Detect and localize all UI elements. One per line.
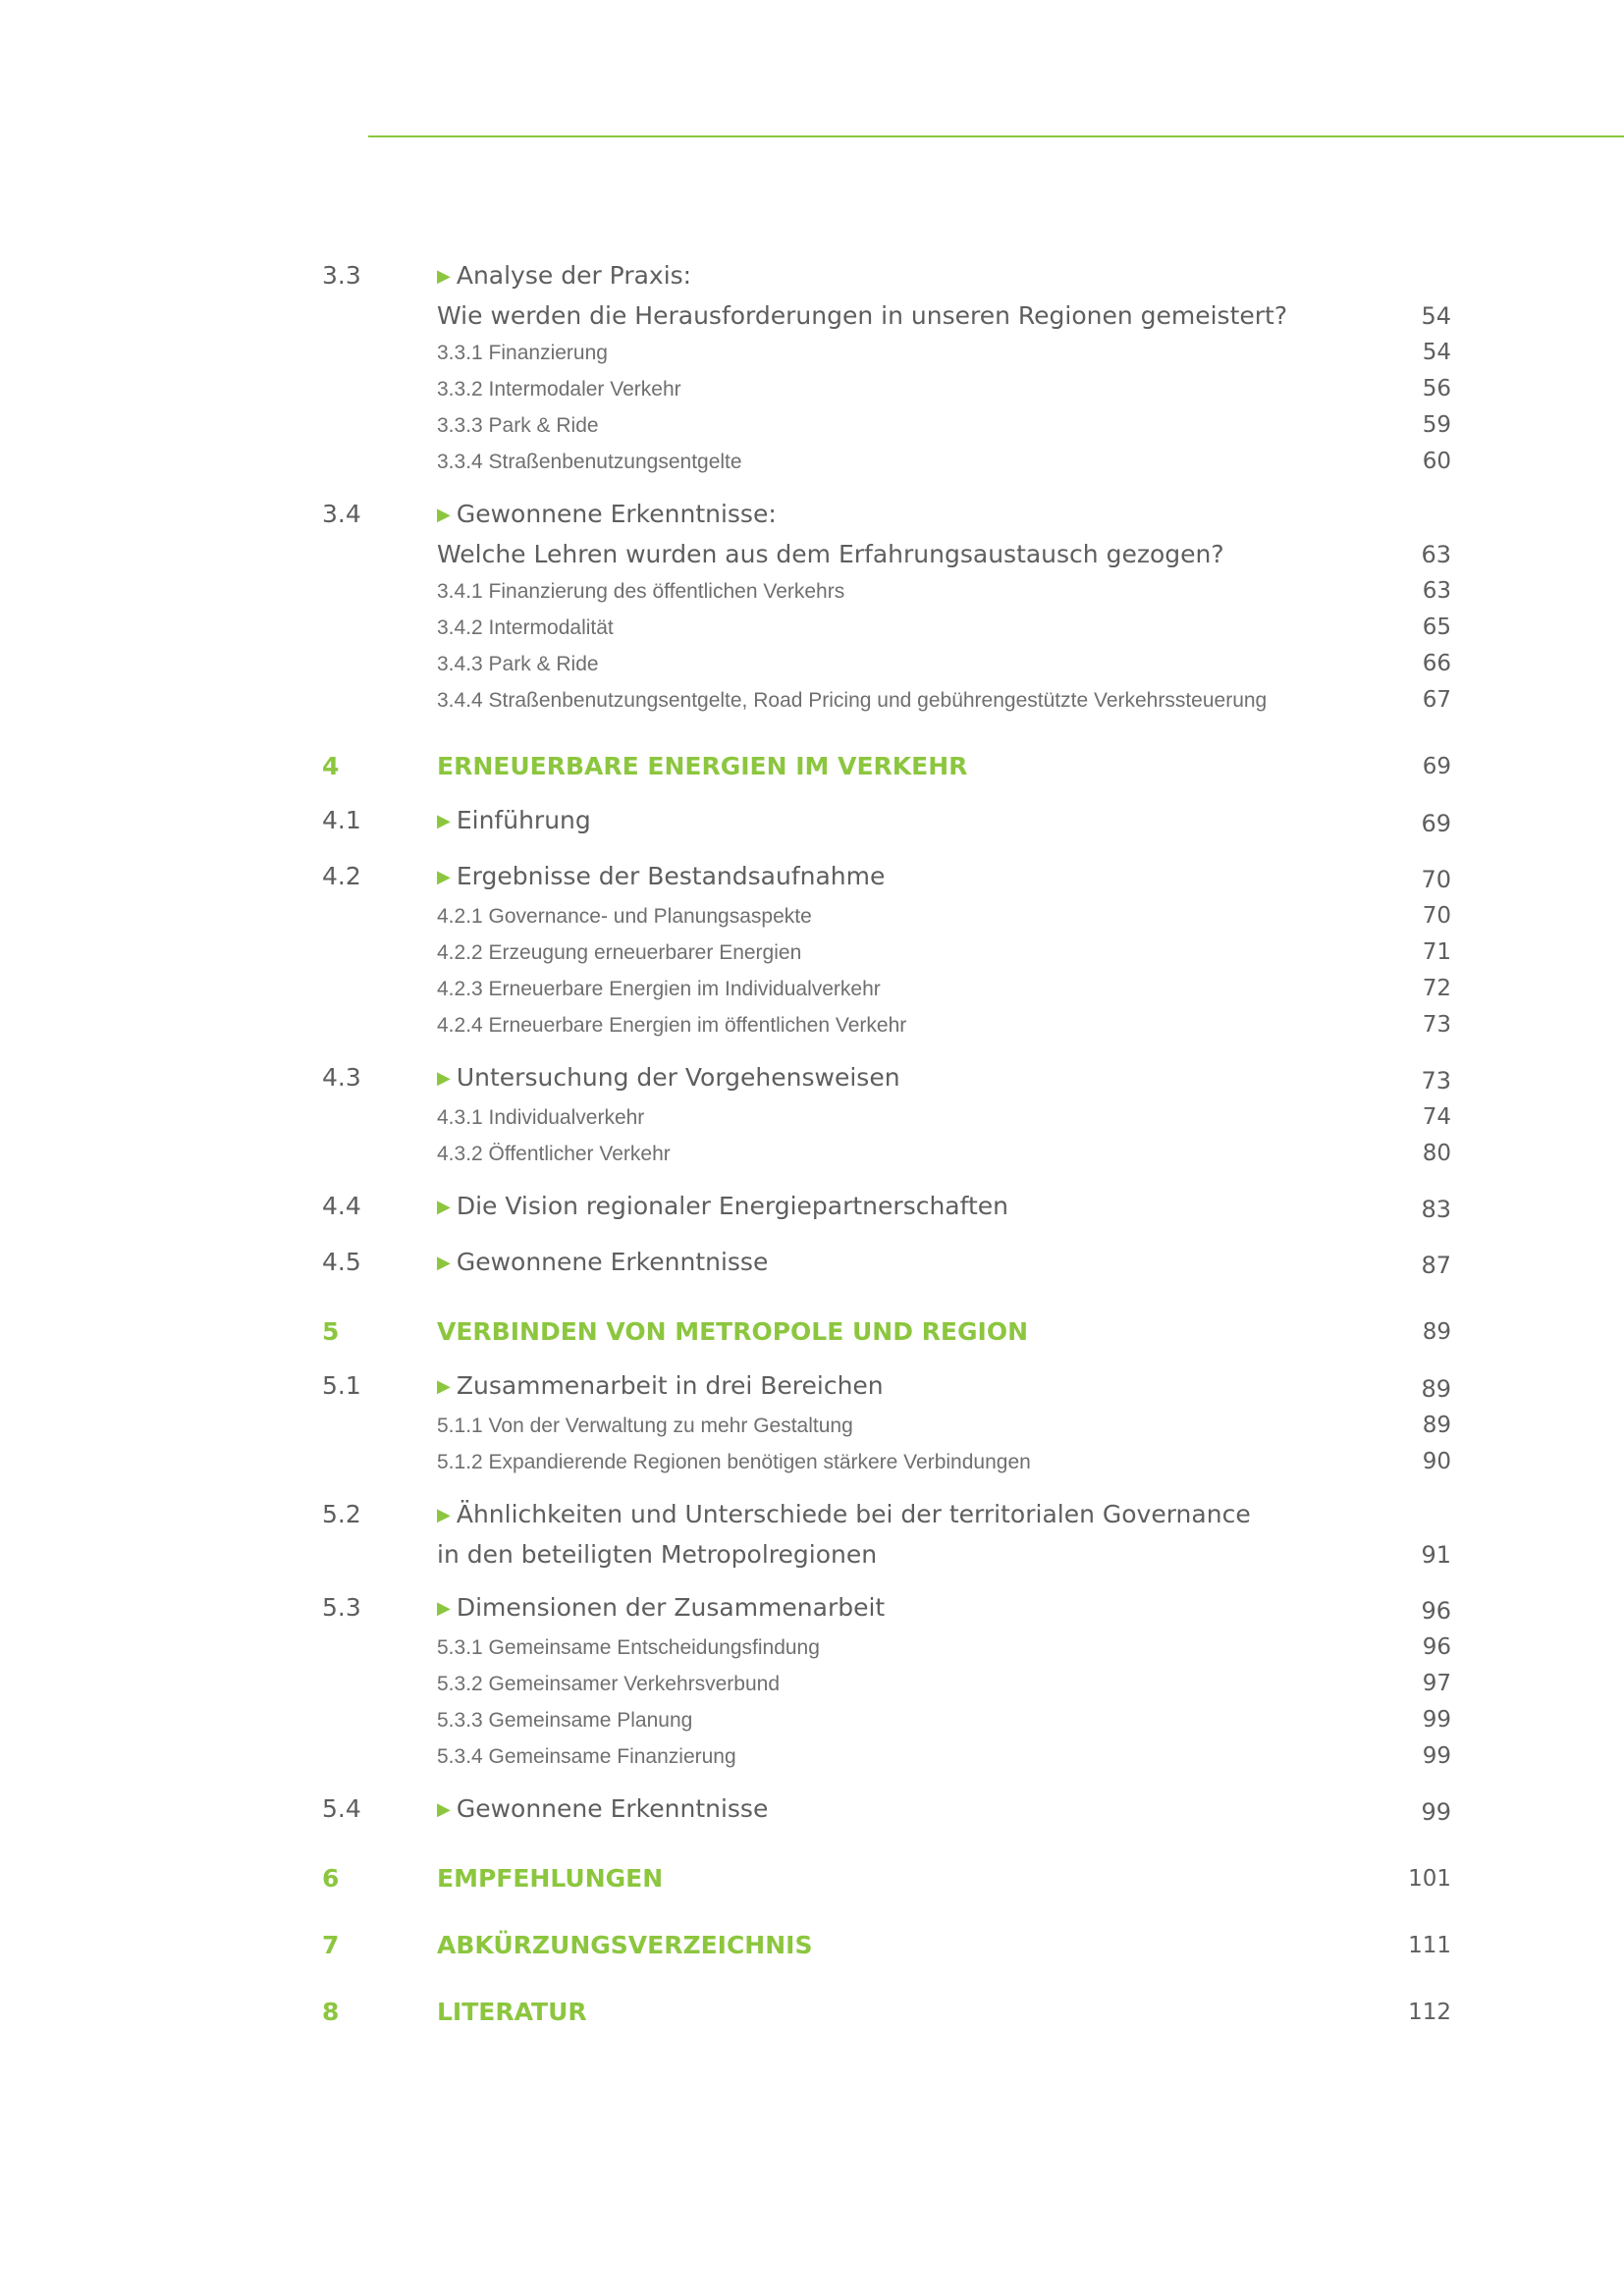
subsection-title: 5.3.4 Gemeinsame Finanzierung [437, 1745, 736, 1768]
toc-entry-3-4-1[interactable] [322, 573, 1451, 610]
section-number: 5.1 [322, 1371, 361, 1400]
toc-entry-4-4[interactable] [322, 1188, 1451, 1228]
toc-chapter-8[interactable] [322, 1994, 1451, 2031]
page-number: 112 [1408, 2000, 1451, 2025]
page-number: 99 [1422, 1707, 1451, 1733]
toc-entry-4-3[interactable] [322, 1059, 1451, 1099]
triangle-bullet-icon: ▶ [437, 1253, 451, 1273]
page-number: 111 [1408, 1933, 1451, 1958]
toc-entry-5-3-4[interactable] [322, 1738, 1451, 1775]
section-title: ▶ Die Vision regionaler Energiepartnerschaften [437, 1192, 1009, 1220]
subsection-title: 4.2.1 Governance- und Planungsaspekte [437, 905, 812, 928]
subsection-title: 3.4.1 Finanzierung des öffentlichen Verkehrs [437, 580, 845, 603]
section-title: ▶ Gewonnene Erkenntnisse [437, 1248, 769, 1276]
triangle-bullet-icon: ▶ [437, 1598, 451, 1619]
toc-entry-4-1[interactable] [322, 802, 1451, 842]
toc-entry-4-2[interactable] [322, 858, 1451, 898]
toc-entry-5-3-1[interactable] [322, 1629, 1451, 1666]
toc-entry-5-1-1[interactable] [322, 1408, 1451, 1444]
subsection-title: 5.3.2 Gemeinsamer Verkehrsverbund [437, 1673, 781, 1695]
toc-entry-3-3-2[interactable] [322, 371, 1451, 407]
toc-chapter-5[interactable] [322, 1313, 1451, 1351]
subsection-title: 5.1.1 Von der Verwaltung zu mehr Gestaltung [437, 1415, 853, 1437]
page-number: 71 [1422, 939, 1451, 965]
page-number: 99 [1422, 1743, 1451, 1769]
page-number: 87 [1421, 1252, 1451, 1279]
section-number: 5.2 [322, 1500, 361, 1528]
toc-entry-4-3-2[interactable] [322, 1136, 1451, 1172]
section-title: ▶ Analyse der Praxis: Wie werden die Herausforderungen in unseren Regionen gemeistert? [437, 261, 1288, 330]
page-number: 96 [1422, 1634, 1451, 1660]
page-number: 83 [1421, 1196, 1451, 1223]
page-number: 56 [1422, 376, 1451, 401]
triangle-bullet-icon: ▶ [437, 266, 451, 287]
chapter-title: ABKÜRZUNGSVERZEICHNIS [437, 1931, 813, 1959]
toc-entry-3-4-2[interactable] [322, 610, 1451, 646]
chapter-title: LITERATUR [437, 1998, 587, 2026]
section-number: 3.4 [322, 500, 361, 528]
page-number: 72 [1422, 976, 1451, 1001]
triangle-bullet-icon: ▶ [437, 1376, 451, 1397]
section-number: 4.5 [322, 1248, 361, 1276]
section-number: 5.3 [322, 1593, 361, 1622]
page-number: 69 [1421, 810, 1451, 837]
section-number: 4.2 [322, 862, 361, 890]
subsection-title: 5.3.3 Gemeinsame Planung [437, 1709, 693, 1732]
triangle-bullet-icon: ▶ [437, 1505, 451, 1525]
chapter-number: 8 [322, 1998, 340, 2026]
toc-entry-5-4[interactable] [322, 1790, 1451, 1831]
page-number: 73 [1421, 1067, 1451, 1095]
page-number: 91 [1421, 1541, 1451, 1569]
subsection-title: 4.3.1 Individualverkehr [437, 1106, 645, 1129]
subsection-title: 4.2.3 Erneuerbare Energien im Individualverkehr [437, 978, 881, 1000]
page-number: 66 [1422, 651, 1451, 676]
triangle-bullet-icon: ▶ [437, 1068, 451, 1089]
table-of-contents [322, 257, 1451, 2031]
chapter-number: 6 [322, 1864, 340, 1893]
subsection-title: 3.3.3 Park & Ride [437, 414, 599, 437]
subsection-title: 4.3.2 Öffentlicher Verkehr [437, 1143, 671, 1165]
toc-entry-4-2-2[interactable] [322, 934, 1451, 971]
page-number: 90 [1422, 1449, 1451, 1474]
page-number: 54 [1422, 340, 1451, 365]
subsection-title: 3.3.1 Finanzierung [437, 342, 608, 364]
toc-entry-3-4[interactable] [322, 496, 1451, 573]
subsection-title: 3.4.2 Intermodalität [437, 616, 614, 639]
section-title: ▶ Dimensionen der Zusammenarbeit [437, 1593, 886, 1622]
section-title: ▶ Ergebnisse der Bestandsaufnahme [437, 862, 886, 890]
page-number: 63 [1422, 578, 1451, 604]
subsection-title: 3.4.3 Park & Ride [437, 653, 599, 675]
section-title: ▶ Ähnlichkeiten und Unterschiede bei der territorialen Governance in den beteiligten Metropolregionen [437, 1500, 1251, 1569]
toc-entry-4-2-4[interactable] [322, 1007, 1451, 1043]
subsection-title: 3.4.4 Straßenbenutzungsentgelte, Road Pricing und gebührengestützte Verkehrssteuerung [437, 689, 1268, 712]
toc-entry-3-4-4[interactable] [322, 682, 1451, 719]
subsection-title: 5.3.1 Gemeinsame Entscheidungsfindung [437, 1636, 820, 1659]
toc-entry-4-2-1[interactable] [322, 898, 1451, 934]
toc-entry-4-3-1[interactable] [322, 1099, 1451, 1136]
toc-entry-5-1-2[interactable] [322, 1444, 1451, 1480]
triangle-bullet-icon: ▶ [437, 1197, 451, 1217]
page-number: 54 [1421, 302, 1451, 330]
subsection-title: 4.2.4 Erneuerbare Energien im öffentlichen Verkehr [437, 1014, 907, 1037]
toc-entry-3-3[interactable] [322, 257, 1451, 335]
chapter-title: EMPFEHLUNGEN [437, 1864, 664, 1893]
chapter-number: 4 [322, 752, 340, 780]
page-number: 101 [1408, 1866, 1451, 1892]
page-number: 97 [1422, 1671, 1451, 1696]
page-number: 80 [1422, 1141, 1451, 1166]
section-title: ▶ Einführung [437, 806, 591, 834]
toc-entry-3-3-1[interactable] [322, 335, 1451, 371]
toc-entry-5-3-3[interactable] [322, 1702, 1451, 1738]
toc-entry-4-5[interactable] [322, 1244, 1451, 1284]
header-rule [368, 135, 1624, 137]
triangle-bullet-icon: ▶ [437, 1799, 451, 1820]
toc-entry-3-4-3[interactable] [322, 646, 1451, 682]
page-number: 63 [1421, 541, 1451, 568]
section-title: ▶ Gewonnene Erkenntnisse: Welche Lehren wurden aus dem Erfahrungsaustausch gezogen? [437, 500, 1224, 568]
toc-entry-4-2-3[interactable] [322, 971, 1451, 1007]
section-number: 4.4 [322, 1192, 361, 1220]
page-number: 89 [1421, 1375, 1451, 1403]
toc-chapter-4[interactable] [322, 748, 1451, 785]
page-number: 99 [1421, 1798, 1451, 1826]
toc-chapter-7[interactable] [322, 1927, 1451, 1964]
page-number: 73 [1422, 1012, 1451, 1038]
page-number: 67 [1422, 687, 1451, 713]
page-number: 96 [1421, 1597, 1451, 1625]
section-title: ▶ Gewonnene Erkenntnisse [437, 1794, 769, 1823]
chapter-number: 7 [322, 1931, 340, 1959]
subsection-title: 3.3.2 Intermodaler Verkehr [437, 378, 681, 400]
triangle-bullet-icon: ▶ [437, 867, 451, 887]
chapter-title: ERNEUERBARE ENERGIEN IM VERKEHR [437, 752, 968, 780]
page-number: 74 [1422, 1104, 1451, 1130]
page-number: 70 [1421, 866, 1451, 893]
subsection-title: 5.1.2 Expandierende Regionen benötigen stärkere Verbindungen [437, 1451, 1031, 1473]
chapter-title: VERBINDEN VON METROPOLE UND REGION [437, 1317, 1029, 1346]
triangle-bullet-icon: ▶ [437, 505, 451, 525]
section-title: ▶ Untersuchung der Vorgehensweisen [437, 1063, 900, 1092]
toc-entry-3-3-3[interactable] [322, 407, 1451, 444]
page-number: 89 [1422, 1413, 1451, 1438]
page-number: 65 [1422, 614, 1451, 640]
page-number: 69 [1422, 754, 1451, 779]
page-number: 59 [1422, 412, 1451, 438]
subsection-title: 3.3.4 Straßenbenutzungsentgelte [437, 451, 742, 473]
toc-entry-3-3-4[interactable] [322, 444, 1451, 480]
toc-entry-5-1[interactable] [322, 1367, 1451, 1408]
subsection-title: 4.2.2 Erzeugung erneuerbarer Energien [437, 941, 802, 964]
page-number: 89 [1422, 1319, 1451, 1345]
toc-entry-5-3[interactable] [322, 1589, 1451, 1629]
toc-entry-5-3-2[interactable] [322, 1666, 1451, 1702]
triangle-bullet-icon: ▶ [437, 811, 451, 831]
toc-chapter-6[interactable] [322, 1860, 1451, 1897]
chapter-number: 5 [322, 1317, 340, 1346]
page-number: 70 [1422, 903, 1451, 929]
section-number: 4.3 [322, 1063, 361, 1092]
section-number: 5.4 [322, 1794, 361, 1823]
page-number: 60 [1422, 449, 1451, 474]
toc-entry-5-2[interactable] [322, 1496, 1451, 1574]
section-number: 3.3 [322, 261, 361, 290]
section-title: ▶ Zusammenarbeit in drei Bereichen [437, 1371, 884, 1400]
section-number: 4.1 [322, 806, 361, 834]
